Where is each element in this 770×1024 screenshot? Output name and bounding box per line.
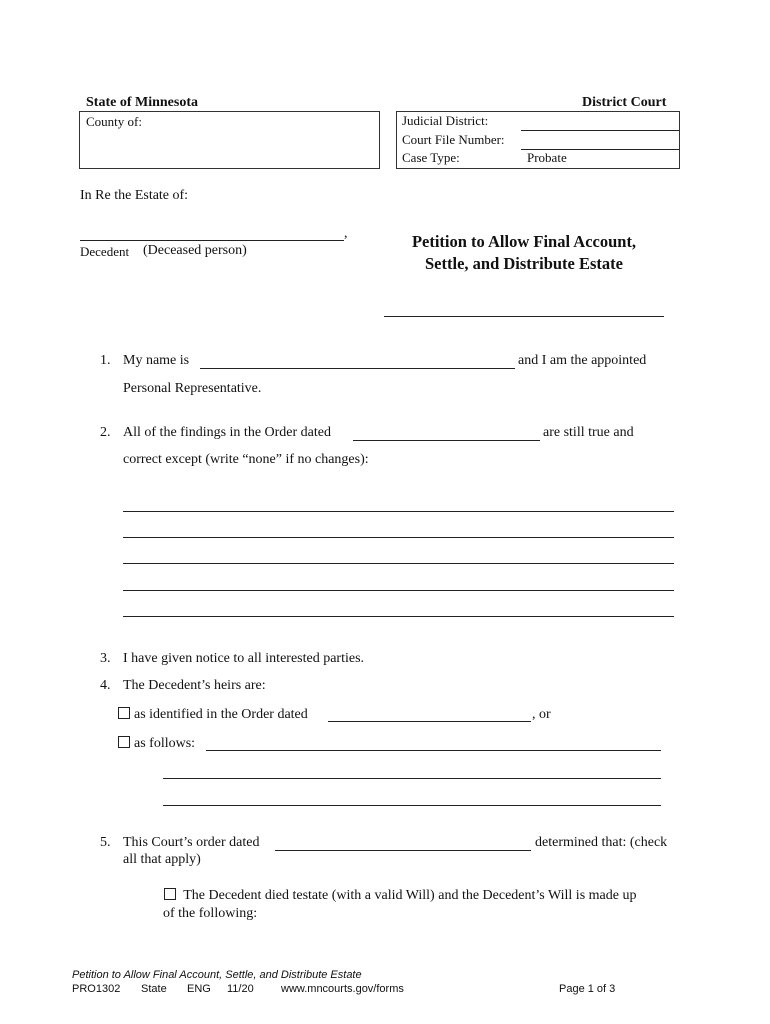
item-2-text-a: All of the findings in the Order dated: [123, 425, 332, 440]
changes-line[interactable]: [123, 537, 674, 538]
changes-line[interactable]: [123, 563, 674, 564]
title-line-1: Petition to Allow Final Account,: [411, 232, 637, 251]
deceased-person-label: (Deceased person): [143, 243, 247, 258]
item-5-text-b: determined that: (check: [535, 835, 668, 850]
item-2-number: 2.: [100, 425, 111, 440]
changes-line[interactable]: [123, 616, 674, 617]
heirs-option-order-label: as identified in the Order dated: [134, 707, 308, 722]
signature-line[interactable]: [384, 316, 664, 317]
item-2-text-b: are still true and: [543, 425, 634, 440]
heirs-list-line[interactable]: [163, 805, 661, 806]
footer-website[interactable]: www.mncourts.gov/forms: [281, 983, 404, 995]
testate-option: [164, 888, 636, 904]
heirs-list-line[interactable]: [206, 750, 661, 751]
estate-name-field[interactable]: [80, 240, 344, 241]
footer-page-number: Page 1 of 3: [559, 983, 616, 995]
court-order-date-field[interactable]: [275, 850, 531, 851]
heirs-option-follows-label: as follows:: [134, 736, 196, 751]
footer-language: ENG: [187, 983, 211, 995]
heirs-option-follows: [118, 736, 195, 752]
testate-option-cont: of the following:: [163, 906, 258, 921]
heirs-list-line[interactable]: [163, 778, 661, 779]
item-1-text-a: My name is: [123, 353, 190, 368]
heirs-option-order: [118, 707, 308, 723]
state-name: State of Minnesota: [86, 95, 198, 110]
case-type-label: Case Type:: [402, 150, 460, 165]
testate-checkbox[interactable]: [164, 888, 176, 900]
item-1-text-c: Personal Representative.: [123, 381, 262, 396]
county-box: [79, 111, 380, 169]
testate-option-label: The Decedent died testate (with a valid Will) and the Decedent’s Will is made up: [183, 888, 637, 903]
footer-form-title: Petition to Allow Final Account, Settle, and Distribute Estate: [72, 969, 362, 981]
court-name: District Court: [582, 95, 667, 110]
heirs-order-date-field[interactable]: [328, 721, 531, 722]
item-4-number: 4.: [100, 678, 111, 693]
case-info-box: [396, 111, 680, 169]
item-1-text-b: and I am the appointed: [518, 353, 647, 368]
decedent-label: Decedent: [80, 244, 130, 259]
item-2-text-c: correct except (write “none” if no changes):: [123, 452, 369, 467]
item-5-text-c: all that apply): [123, 852, 201, 867]
heirs-order-checkbox[interactable]: [118, 707, 130, 719]
changes-line[interactable]: [123, 590, 674, 591]
case-type-value: Probate: [527, 150, 567, 165]
item-1-number: 1.: [100, 353, 111, 368]
page-title: [374, 231, 674, 275]
comma: ,: [344, 226, 348, 241]
order-date-field[interactable]: [353, 440, 540, 441]
county-label: County of:: [86, 114, 142, 129]
item-5-number: 5.: [100, 835, 111, 850]
item-3-text: I have given notice to all interested parties.: [123, 651, 365, 666]
in-re-label: In Re the Estate of:: [80, 188, 189, 203]
court-file-number-label: Court File Number:: [402, 132, 505, 147]
judicial-district-label: Judicial District:: [402, 113, 489, 128]
heirs-follows-checkbox[interactable]: [118, 736, 130, 748]
item-5-text-a: This Court’s order dated: [123, 835, 260, 850]
heirs-option-or: , or: [532, 707, 551, 722]
footer-jurisdiction: State: [141, 983, 167, 995]
name-field[interactable]: [200, 368, 515, 369]
footer-form-code: PRO1302: [72, 983, 121, 995]
footer-revision: 11/20: [227, 983, 254, 995]
title-line-2: Settle, and Distribute Estate: [425, 254, 623, 273]
item-3-number: 3.: [100, 651, 111, 666]
judicial-district-field[interactable]: [521, 130, 679, 131]
changes-line[interactable]: [123, 511, 674, 512]
item-4-text: The Decedent’s heirs are:: [123, 678, 266, 693]
